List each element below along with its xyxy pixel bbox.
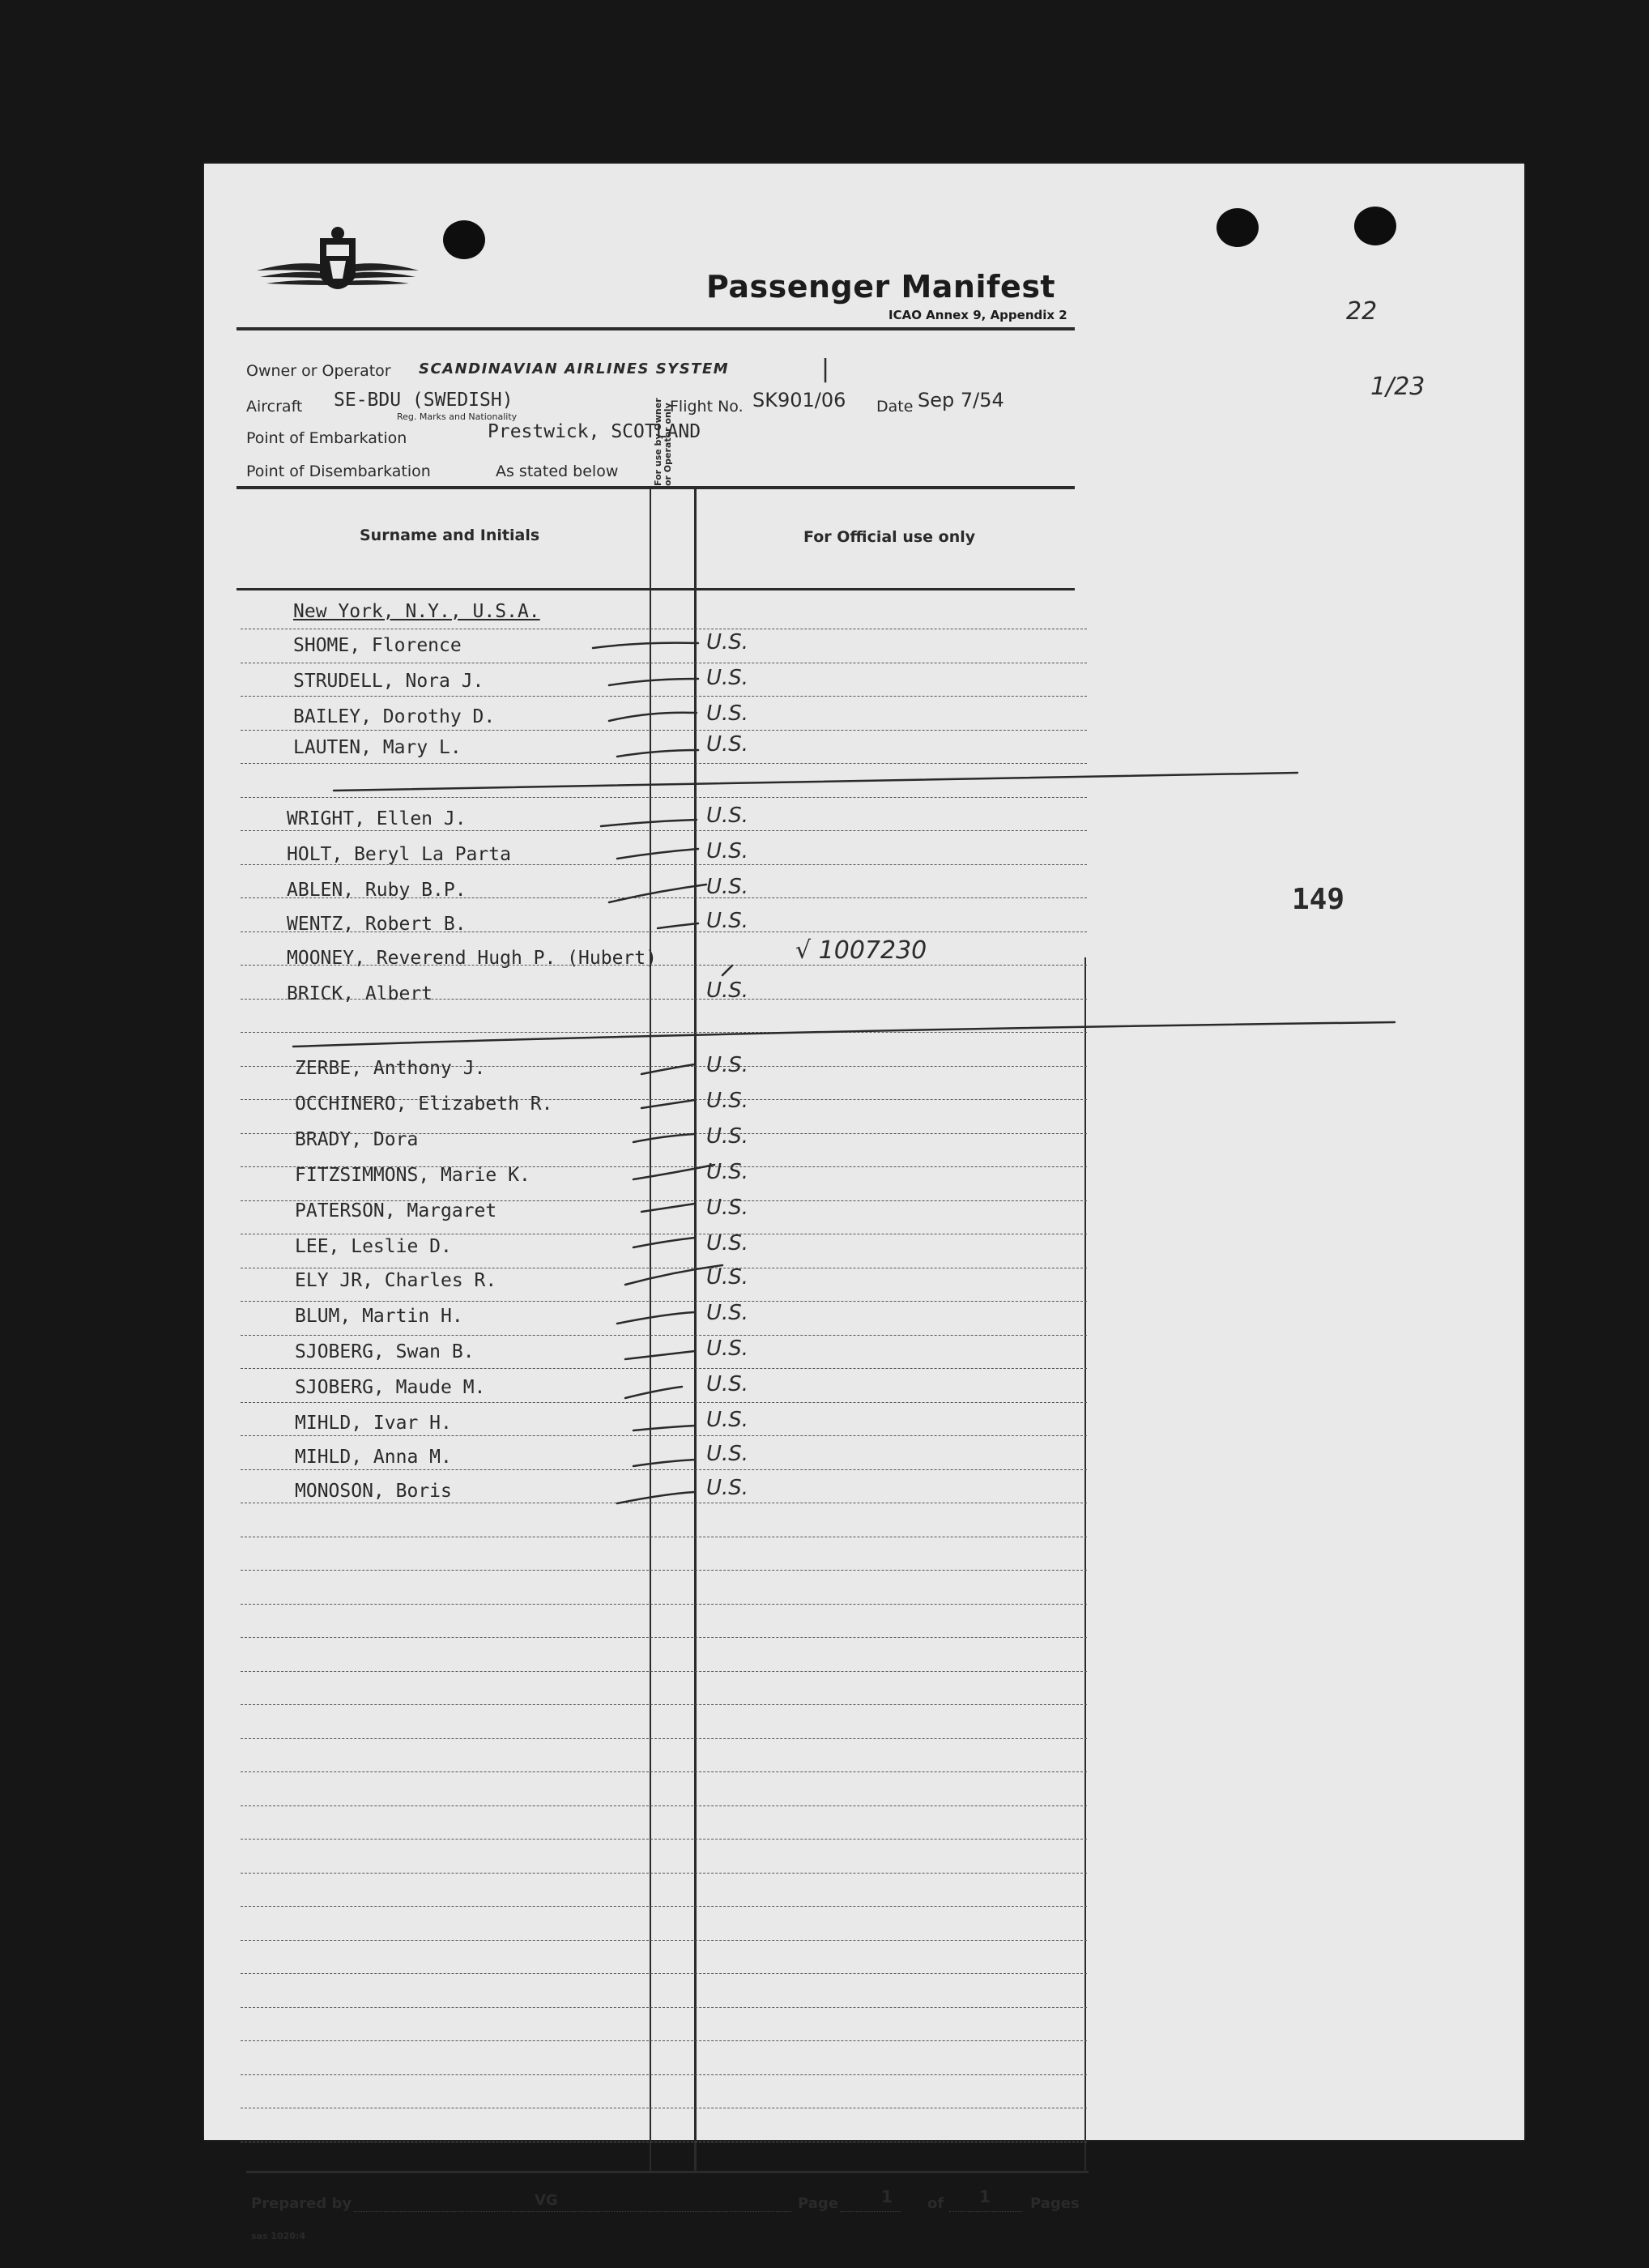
manifest-subtitle: ICAO Annex 9, Appendix 2 <box>888 308 1067 322</box>
passenger-official-note: U.S. <box>706 1372 749 1396</box>
separator-stroke <box>334 773 1297 791</box>
passenger-official-note: U.S. <box>706 701 749 726</box>
aircraft-value: SE-BDU (SWEDISH) <box>334 390 513 411</box>
prepared-by-line <box>354 2211 791 2212</box>
passenger-official-note: U.S. <box>706 1124 749 1149</box>
date-label: Date <box>876 398 914 416</box>
flight-value: SK901/06 <box>752 389 846 411</box>
passenger-official-note: U.S. <box>706 1442 749 1466</box>
of-line <box>949 2211 1022 2212</box>
disembarkation-label: Point of Disembarkation <box>246 463 431 480</box>
passenger-name: BAILEY, Dorothy D. <box>293 706 496 727</box>
manifest-title: Passenger Manifest <box>706 269 1056 305</box>
passenger-official-note: √ 1007230 <box>795 936 927 965</box>
disembarkation-value: As stated below <box>496 463 619 480</box>
passenger-official-note: U.S. <box>706 1053 749 1077</box>
owner-value: SCANDINAVIAN AIRLINES SYSTEM <box>419 360 730 377</box>
destination-heading: New York, N.Y., U.S.A. <box>293 601 540 622</box>
passenger-name: WRIGHT, Ellen J. <box>287 808 467 829</box>
column-header-name: Surname and Initials <box>360 526 540 544</box>
passenger-official-note: U.S. <box>706 732 749 757</box>
passenger-official-note: U.S. <box>706 630 749 654</box>
page-line <box>840 2211 901 2212</box>
passenger-name: ZERBE, Anthony J. <box>295 1058 486 1079</box>
passenger-name: FITZSIMMONS, Marie K. <box>295 1165 530 1186</box>
passenger-name: PATERSON, Margaret <box>295 1200 497 1221</box>
passenger-official-note: U.S. <box>706 1336 749 1361</box>
passenger-official-note: U.S. <box>706 875 749 899</box>
passenger-official-note: U.S. <box>706 1301 749 1325</box>
passenger-name: SHOME, Florence <box>293 635 462 656</box>
passenger-name: WENTZ, Robert B. <box>287 914 467 935</box>
tick-strokes <box>617 1064 722 1503</box>
passenger-official-note: U.S. <box>706 1160 749 1184</box>
passenger-name: STRUDELL, Nora J. <box>293 671 484 692</box>
manifest-sheet <box>204 164 1524 2241</box>
passenger-name: SJOBERG, Maude M. <box>295 1377 486 1398</box>
passenger-official-note: U.S. <box>706 978 749 1003</box>
passenger-official-note: U.S. <box>706 804 749 828</box>
flight-label: Flight No. <box>670 398 744 416</box>
pages-label: Pages <box>1030 2195 1080 2212</box>
passenger-name: BRADY, Dora <box>295 1129 419 1150</box>
embarkation-value: Prestwick, SCOTLAND <box>488 421 701 442</box>
passenger-name: MOONEY, Reverend Hugh P. (Hubert) <box>287 948 657 969</box>
passenger-name: LEE, Leslie D. <box>295 1236 452 1257</box>
passenger-official-note: U.S. <box>706 1476 749 1500</box>
margin-note-fraction: 1/23 <box>1370 373 1425 401</box>
passenger-name: LAUTEN, Mary L. <box>293 737 462 758</box>
handwritten-strokes <box>204 164 1524 2140</box>
column-header-official: For Official use only <box>803 528 976 546</box>
passenger-official-note: U.S. <box>706 1265 749 1290</box>
tick-strokes <box>593 643 732 975</box>
passenger-name: MIHLD, Ivar H. <box>295 1413 452 1434</box>
passenger-name: BLUM, Martin H. <box>295 1306 463 1327</box>
passenger-official-note: U.S. <box>706 1231 749 1256</box>
passenger-name: ELY JR, Charles R. <box>295 1270 497 1291</box>
passenger-name: HOLT, Beryl La Parta <box>287 844 511 865</box>
page-label: Page <box>798 2195 838 2212</box>
table-bottom-rule <box>246 2171 1089 2173</box>
date-value: Sep 7/54 <box>918 389 1004 411</box>
reg-marks-note: Reg. Marks and Nationality <box>397 411 518 422</box>
form-code: sas 1020:4 <box>251 2231 306 2241</box>
aircraft-label: Aircraft <box>246 398 303 416</box>
page-value: 1 <box>881 2187 893 2206</box>
passenger-official-note: U.S. <box>706 666 749 690</box>
archive-page-number: 149 <box>1292 883 1345 916</box>
column-header-owner-use: For use by Owner or Operator only <box>653 398 673 486</box>
of-value: 1 <box>979 2187 991 2206</box>
passenger-official-note: U.S. <box>706 909 749 933</box>
passenger-name: MONOSON, Boris <box>295 1481 452 1502</box>
passenger-name: MIHLD, Anna M. <box>295 1447 452 1468</box>
prepared-by-value: VG <box>535 2192 558 2209</box>
prepared-by-label: Prepared by <box>251 2195 352 2212</box>
passenger-name: ABLEN, Ruby B.P. <box>287 880 467 901</box>
passenger-official-note: U.S. <box>706 1408 749 1432</box>
margin-note-top: 22 <box>1346 297 1378 326</box>
passenger-name: BRICK, Albert <box>287 983 433 1004</box>
of-label: of <box>927 2195 944 2212</box>
owner-label: Owner or Operator <box>246 362 391 380</box>
passenger-name: SJOBERG, Swan B. <box>295 1341 475 1362</box>
owner-tick: | <box>821 355 830 383</box>
passenger-official-note: U.S. <box>706 1196 749 1220</box>
separator-stroke <box>293 1022 1395 1047</box>
passenger-name: OCCHINERO, Elizabeth R. <box>295 1094 553 1115</box>
passenger-official-note: U.S. <box>706 1089 749 1113</box>
embarkation-label: Point of Embarkation <box>246 429 407 447</box>
passenger-official-note: U.S. <box>706 839 749 863</box>
